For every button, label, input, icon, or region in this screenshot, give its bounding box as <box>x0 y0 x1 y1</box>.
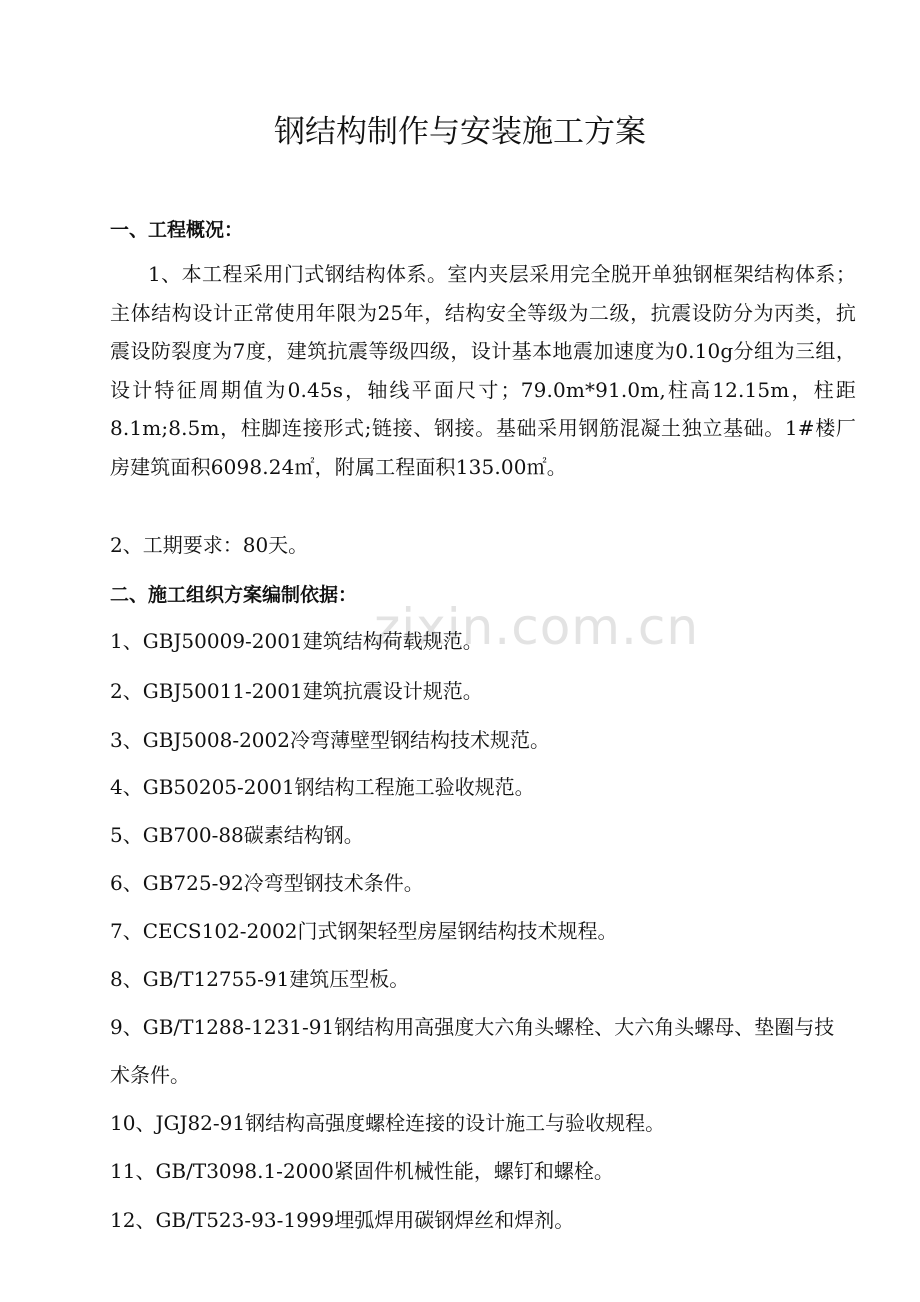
overview-paragraph: 1、本工程采用门式钢结构体系。室内夹层采用完全脱开单独钢框架结构体系；主体结构设计正常使用年限为25年，结构安全等级为二级，抗震设防分为丙类，抗震设防裂度为7度，建筑抗震等级四级，设计基本地震加速度为0.10g分组为三组，设计特征周期值为0.45s，轴线平面尺寸；79.0m*91.0m,柱高12.15m，柱距8.1m;8.5m，柱脚连接形式;链接、钢接。基础采用钢筋混凝土独立基础。1#楼厂房建筑面积6098.24㎡，附属工程面积135.00㎡。 <box>110 262 856 479</box>
basis-item-continuation: 术条件。 <box>110 1063 190 1087</box>
document-title: 钢结构制作与安装施工方案 <box>274 114 646 150</box>
basis-item: 7、CECS102-2002门式钢架轻型房屋钢结构技术规程。 <box>110 919 618 943</box>
watermark: zixin.com.cn <box>374 598 700 656</box>
basis-item: 3、GBJ5008-2002冷弯薄壁型钢结构技术规范。 <box>110 728 550 752</box>
basis-item: 6、GB725-92冷弯型钢技术条件。 <box>110 871 424 895</box>
basis-item: 11、GB/T3098.1-2000紧固件机械性能，螺钉和螺栓。 <box>110 1159 614 1183</box>
basis-item: 10、JGJ82-91钢结构高强度螺栓连接的设计施工与验收规程。 <box>110 1111 666 1135</box>
basis-item: 1、GBJ50009-2001建筑结构荷载规范。 <box>110 629 483 653</box>
section-heading-overview: 一、工程概况： <box>110 219 244 241</box>
schedule-paragraph: 2、工期要求：80天。 <box>110 533 309 557</box>
section-heading-basis: 二、施工组织方案编制依据： <box>110 584 358 606</box>
basis-item: 2、GBJ50011-2001建筑抗震设计规范。 <box>110 679 483 703</box>
basis-item: 4、GB50205-2001钢结构工程施工验收规范。 <box>110 775 535 799</box>
basis-item: 12、GB/T523-93-1999埋弧焊用碳钢焊丝和焊剂。 <box>110 1208 575 1232</box>
basis-item: 9、GB/T1288-1231-91钢结构用高强度大六角头螺栓、大六角头螺母、垫圈与技 <box>110 1015 835 1039</box>
basis-item: 8、GB/T12755-91建筑压型板。 <box>110 967 410 991</box>
basis-item: 5、GB700-88碳素结构钢。 <box>110 823 364 847</box>
